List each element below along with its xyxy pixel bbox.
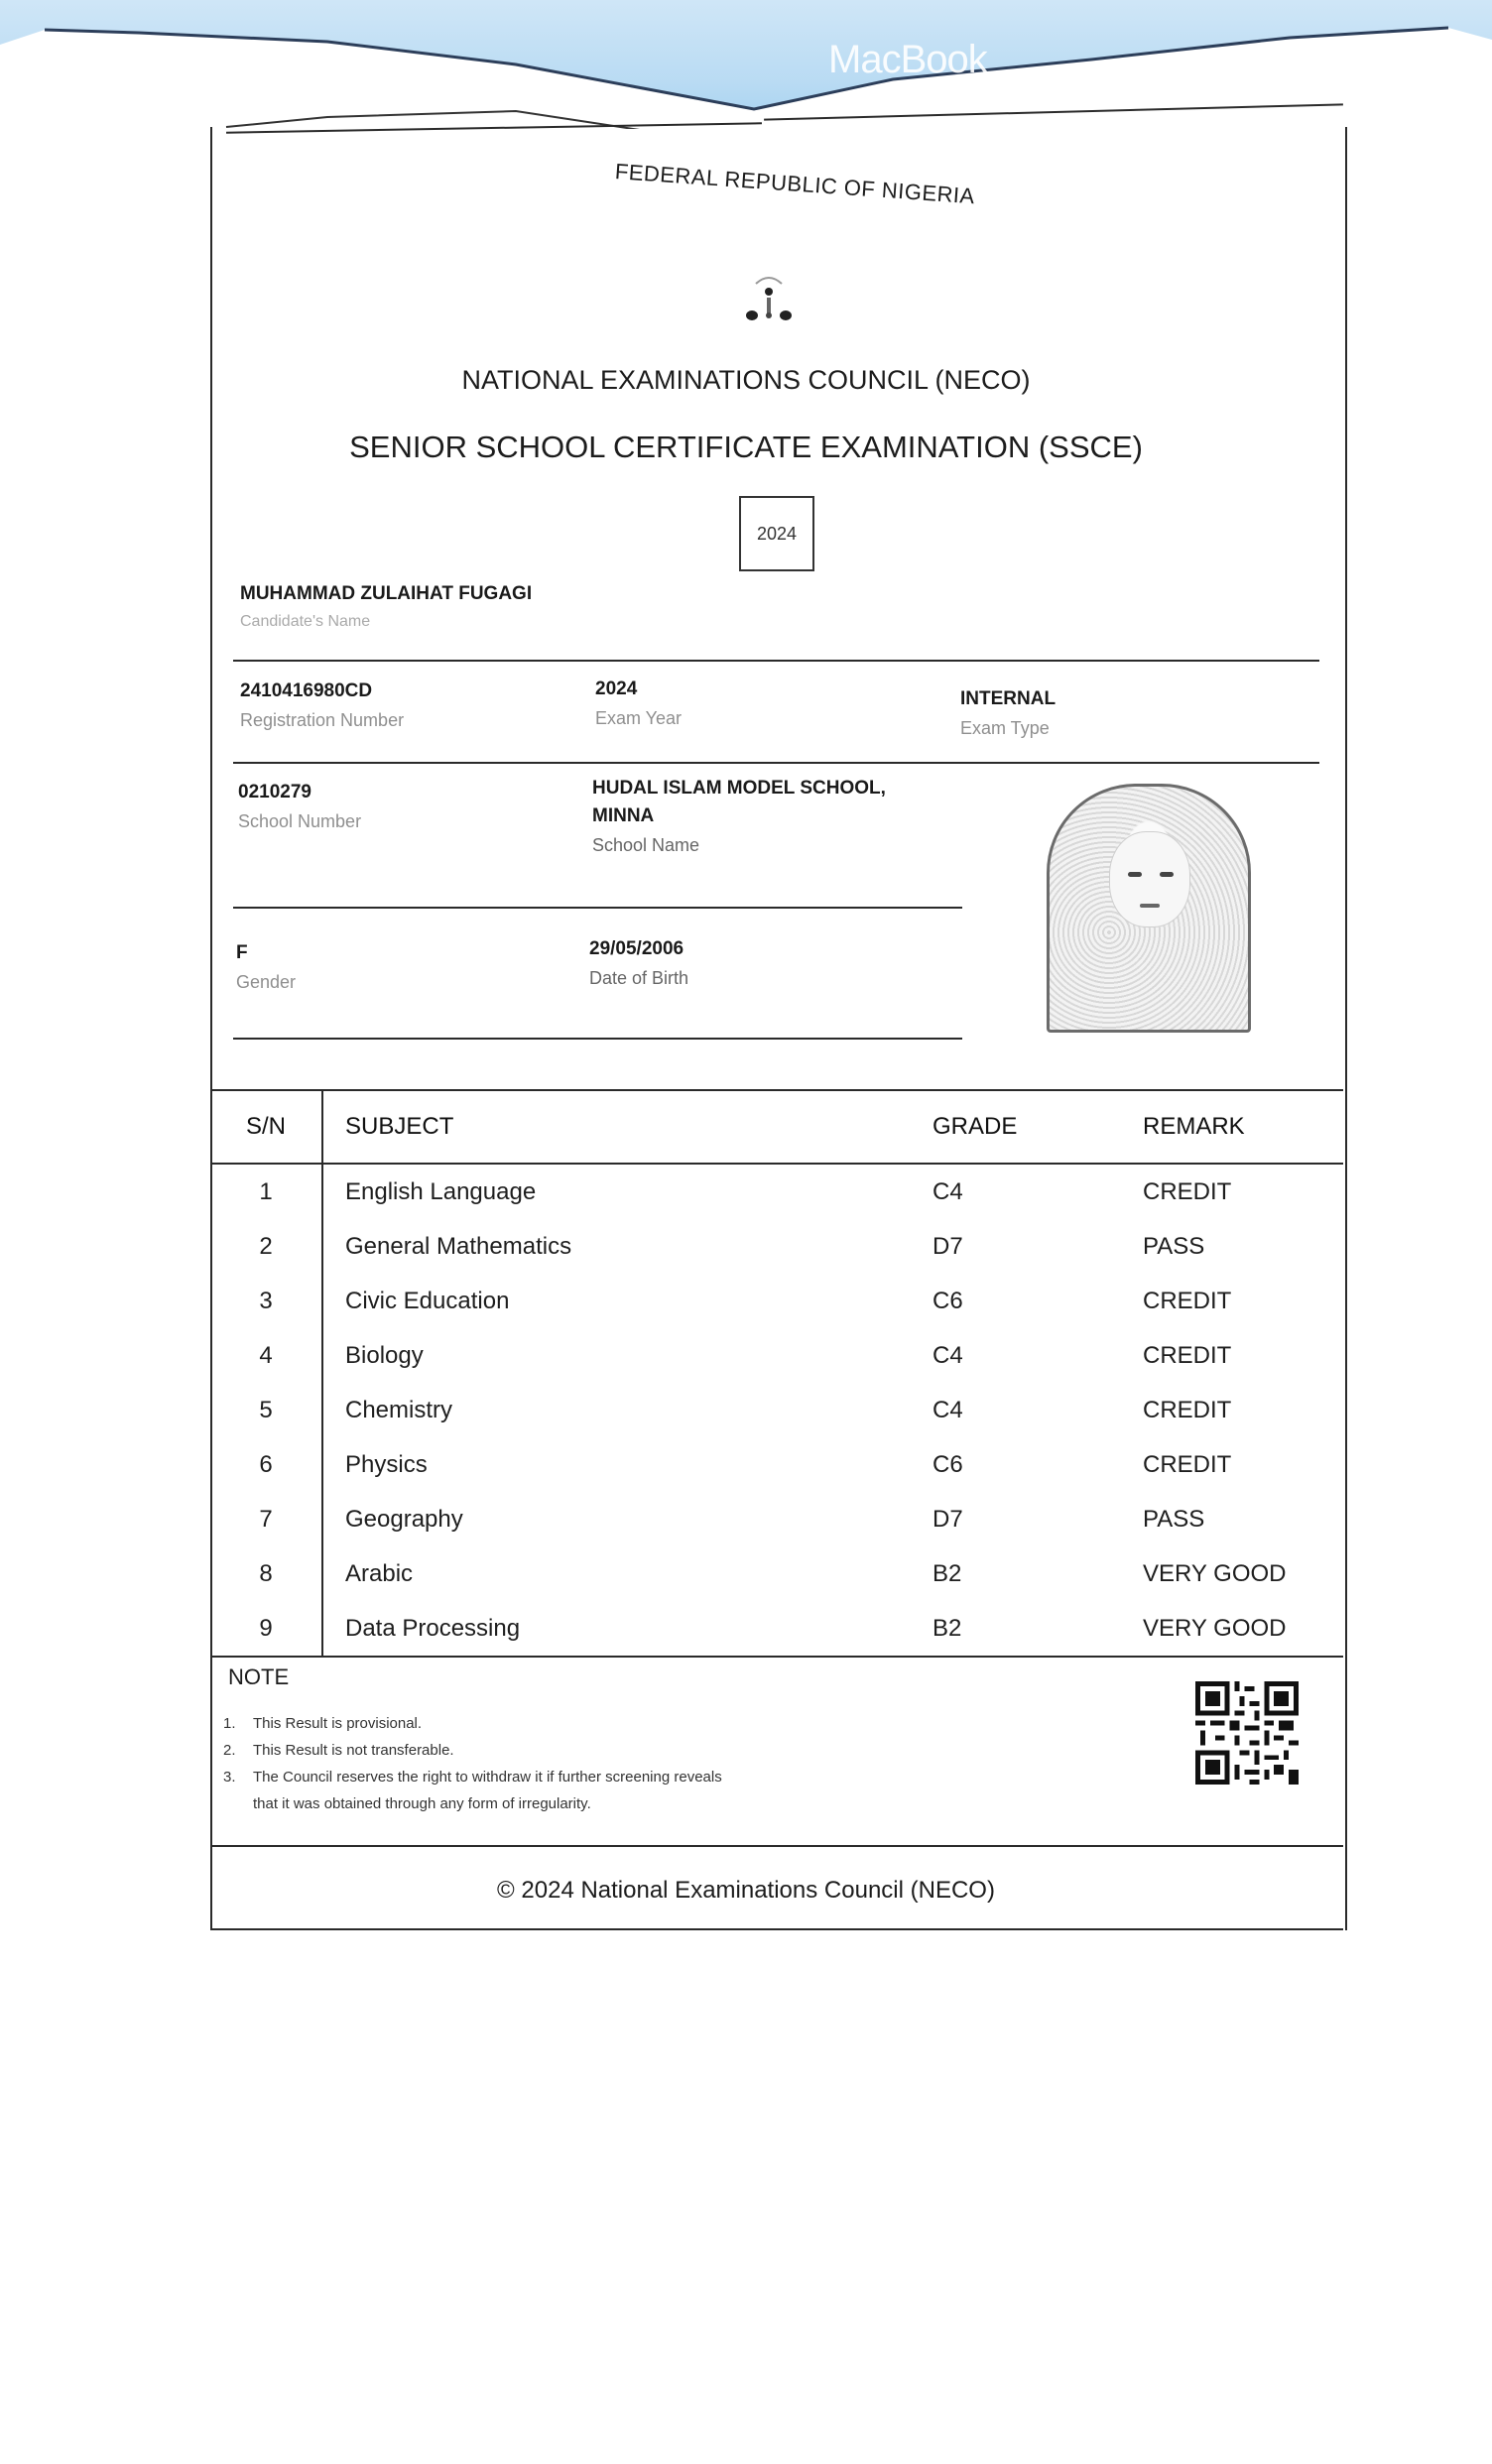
table-row xyxy=(210,1164,1343,1219)
note-number: 2. xyxy=(223,1742,236,1759)
council-title: NATIONAL EXAMINATIONS COUNCIL (NECO) xyxy=(461,365,1031,395)
paper-torn-edge xyxy=(0,0,1492,129)
table-row xyxy=(210,1274,1343,1328)
gender-label: Gender xyxy=(236,972,297,992)
row-sn: 1 xyxy=(210,1164,322,1219)
row-remark: PASS xyxy=(1143,1505,1205,1533)
school-number-field xyxy=(238,782,361,832)
column-header-sn: S/N xyxy=(210,1090,322,1164)
qr-code-icon xyxy=(1195,1681,1299,1785)
row-grade: D7 xyxy=(932,1505,963,1533)
row-remark: VERY GOOD xyxy=(1142,1601,1343,1657)
table-row xyxy=(210,1546,1343,1601)
row-grade: C4 xyxy=(932,1177,963,1205)
exam-year-label: Exam Year xyxy=(595,708,683,728)
row-remark: CREDIT xyxy=(1143,1450,1232,1478)
macbook-reflection-text: MacBook xyxy=(828,38,987,81)
school-number-label: School Number xyxy=(238,811,362,831)
note-continuation: that it was obtained through any form of irregularity. xyxy=(253,1795,591,1812)
row-subject: Arabic xyxy=(345,1559,414,1587)
row-subject: General Mathematics xyxy=(345,1232,572,1260)
table-row xyxy=(210,1219,1343,1274)
exam-type-label: Exam Type xyxy=(960,718,1050,738)
row-sn: 3 xyxy=(210,1274,322,1328)
table-row xyxy=(210,1437,1343,1492)
row-sn: 8 xyxy=(210,1546,322,1601)
photo-face xyxy=(1109,831,1190,927)
exam-year-field xyxy=(595,678,682,729)
school-name-line2: MINNA xyxy=(592,805,655,826)
candidate-name-field xyxy=(240,583,532,631)
note-text: This Result is provisional. xyxy=(253,1715,423,1732)
note-item xyxy=(223,1737,722,1764)
column-header-grade: GRADE xyxy=(932,1090,1142,1164)
divider xyxy=(233,762,1319,764)
note-title: NOTE xyxy=(228,1664,290,1689)
gender-field xyxy=(236,942,296,993)
registration-number-label: Registration Number xyxy=(240,710,405,730)
table-row xyxy=(210,1383,1343,1437)
country-title: FEDERAL REPUBLIC OF NIGERIA xyxy=(614,159,976,209)
document-bottom-border xyxy=(210,1928,1343,1930)
copyright-footer: © 2024 National Examinations Council (NECO) xyxy=(497,1877,995,1904)
row-sn: 2 xyxy=(210,1219,322,1274)
note-text: The Council reserves the right to withdraw it if further screening reveals xyxy=(253,1769,722,1786)
row-subject: Biology xyxy=(345,1341,424,1369)
school-name-label: School Name xyxy=(592,835,700,855)
row-remark: CREDIT xyxy=(1143,1396,1232,1423)
row-grade: C4 xyxy=(932,1396,963,1423)
footer-divider xyxy=(210,1845,1343,1847)
candidate-photo xyxy=(1047,784,1251,1033)
note-item xyxy=(223,1710,722,1737)
row-remark: CREDIT xyxy=(1143,1341,1232,1369)
date-of-birth: 29/05/2006 xyxy=(589,938,684,959)
row-sn: 6 xyxy=(210,1437,322,1492)
row-subject: Geography xyxy=(345,1505,463,1533)
divider xyxy=(233,660,1319,662)
row-subject: Data Processing xyxy=(322,1601,932,1657)
note-text: This Result is not transferable. xyxy=(253,1742,454,1759)
row-sn: 5 xyxy=(210,1383,322,1437)
coat-of-arms-icon xyxy=(734,270,804,339)
table-row xyxy=(210,1601,1343,1657)
results-table xyxy=(210,1089,1343,1658)
row-remark: VERY GOOD xyxy=(1143,1559,1287,1587)
school-name-line1: HUDAL ISLAM MODEL SCHOOL, xyxy=(592,778,886,799)
table-header-row xyxy=(210,1090,1343,1164)
photo-mouth xyxy=(1140,904,1160,908)
registration-number-field xyxy=(240,680,404,731)
note-item xyxy=(223,1764,722,1790)
row-remark: CREDIT xyxy=(1143,1287,1232,1314)
photo-eye xyxy=(1128,872,1142,877)
column-header-subject: SUBJECT xyxy=(322,1090,932,1164)
row-grade: C4 xyxy=(932,1341,963,1369)
date-of-birth-field xyxy=(589,938,688,989)
row-sn: 7 xyxy=(210,1492,322,1546)
row-grade: C6 xyxy=(932,1450,963,1478)
row-subject: English Language xyxy=(345,1177,537,1205)
table-row xyxy=(210,1492,1343,1546)
row-sn: 9 xyxy=(210,1601,322,1657)
row-subject: Civic Education xyxy=(345,1287,510,1314)
row-grade: B2 xyxy=(932,1559,962,1587)
school-number: 0210279 xyxy=(238,782,311,802)
candidate-name-label: Candidate's Name xyxy=(240,613,371,630)
registration-number: 2410416980CD xyxy=(240,680,373,701)
row-sn: 4 xyxy=(210,1328,322,1383)
year-badge: 2024 xyxy=(739,496,814,571)
note-number: 1. xyxy=(223,1715,236,1732)
photo-eye xyxy=(1160,872,1174,877)
candidate-name: MUHAMMAD ZULAIHAT FUGAGI xyxy=(240,583,533,604)
row-subject: Chemistry xyxy=(345,1396,453,1423)
exam-year: 2024 xyxy=(595,678,638,699)
column-header-remark: REMARK xyxy=(1142,1090,1343,1164)
divider xyxy=(233,1038,962,1040)
note-number: 3. xyxy=(223,1769,236,1786)
row-grade: B2 xyxy=(932,1601,1142,1657)
note-list xyxy=(223,1710,722,1817)
exam-title: SENIOR SCHOOL CERTIFICATE EXAMINATION (SSCE) xyxy=(349,430,1143,464)
date-of-birth-label: Date of Birth xyxy=(589,968,689,988)
exam-type-field xyxy=(960,688,1056,739)
gender: F xyxy=(236,942,248,963)
table-row xyxy=(210,1328,1343,1383)
row-grade: C6 xyxy=(932,1287,963,1314)
row-grade: D7 xyxy=(932,1232,963,1260)
school-name-field xyxy=(592,778,886,856)
row-remark: PASS xyxy=(1143,1232,1205,1260)
divider xyxy=(233,907,962,909)
exam-type: INTERNAL xyxy=(960,688,1057,709)
row-remark: CREDIT xyxy=(1143,1177,1232,1205)
row-subject: Physics xyxy=(345,1450,428,1478)
